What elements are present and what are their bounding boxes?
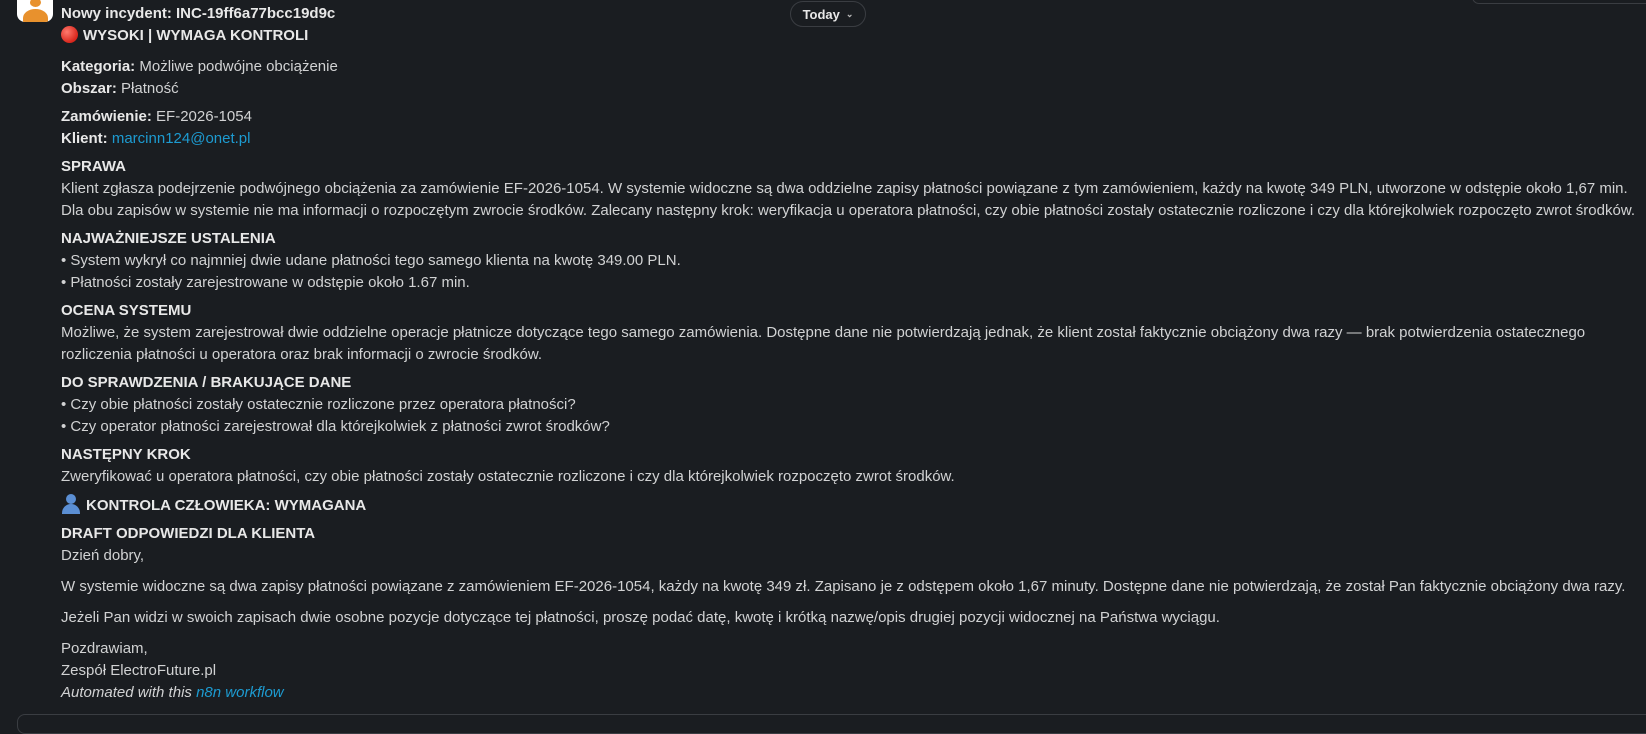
message-title: Nowy incydent: INC-19ff6a77bcc19d9c — [61, 5, 336, 22]
order-line — [61, 106, 1636, 128]
category-value: Możliwe podwójne obciążenie — [139, 58, 338, 75]
sender-avatar[interactable] — [17, 0, 53, 22]
draft-closing: Pozdrawiam, — [61, 640, 148, 657]
order-value: EF-2026-1054 — [156, 108, 252, 125]
draft-paragraph-1: W systemie widoczne są dwa zapisy płatności powiązane z zamówieniem EF-2026-1054, każdy na kwotę 349 zł. Zapisano je z odstępem około 1,67 minuty. Dostępne dane nie potwierdzają, że został Pan faktycznie obciążony dwa razy. — [61, 578, 1626, 595]
to-check-item: • Czy obie płatności zostały ostatecznie rozliczone przez operatora płatności? — [61, 396, 576, 413]
to-check-heading: DO SPRAWDZENIA / BRAKUJĄCE DANE — [61, 374, 352, 391]
area-value: Płatność — [121, 80, 179, 97]
case-heading: SPRAWA — [61, 158, 127, 175]
human-check-line — [61, 494, 1636, 517]
case-text: Klient zgłasza podejrzenie podwójnego obciążenia za zamówienie EF-2026-1054. W systemie widoczne są dwa oddzielne zapisy płatności powiązane z tym zamówieniem, każdy na kwotę 349 PLN, utworzone w odstępie około 1,67 min. Dla obu zapisów w systemie nie ma informacji o rozpoczętym zwrocie środków. Zalecany następny krok: weryfikacja u operatora płatności, czy obie płatności zostały ostatecznie rozliczone i czy dla którejkolwiek rozpoczęto zwrot środków. — [61, 180, 1636, 219]
area-line — [61, 78, 1636, 100]
assessment-heading: OCENA SYSTEMU — [61, 302, 192, 319]
priority-text: WYSOKI | WYMAGA KONTROLI — [83, 27, 309, 44]
avatar-head — [30, 0, 41, 7]
category-label: Kategoria: — [61, 58, 136, 75]
red-circle-icon — [61, 26, 78, 43]
draft-paragraph-2: Jeżeli Pan widzi w swoich zapisach dwie osobne pozycje dotyczące tej płatności, proszę podać datę, kwotę i krótką nazwę/opis drugiej pozycji widocznej na Państwa wyciągu. — [61, 609, 1220, 626]
area-label: Obszar: — [61, 80, 117, 97]
chevron-down-icon: ⌄ — [845, 8, 854, 19]
person-icon — [61, 494, 81, 514]
order-label: Zamówienie: — [61, 108, 152, 125]
client-label: Klient: — [61, 130, 108, 147]
findings-heading: NAJWAŻNIEJSZE USTALENIA — [61, 230, 276, 247]
message-body — [61, 3, 1636, 704]
assessment-text: Możliwe, że system zarejestrował dwie oddzielne operacje płatnicze dotyczące tego samego zamówienia. Dostępne dane nie potwierdzają jednak, że klient został faktycznie obciążony dwa razy — brak potwierdzenia ostatecznego rozliczenia płatności u operatora oraz brak informacji o zwrocie środków. — [61, 324, 1586, 363]
category-line — [61, 56, 1636, 78]
draft-greeting: Dzień dobry, — [61, 547, 145, 564]
avatar-body — [23, 9, 48, 22]
human-check-text: KONTROLA CZŁOWIEKA: WYMAGANA — [86, 497, 367, 514]
client-line — [61, 128, 1636, 150]
n8n-workflow-link[interactable]: n8n workflow — [196, 684, 284, 701]
next-step-heading: NASTĘPNY KROK — [61, 446, 191, 463]
footer-line — [61, 682, 1636, 704]
findings-item: • Płatności zostały zarejestrowane w odstępie około 1.67 min. — [61, 274, 470, 291]
footer-prefix: Automated with this — [61, 684, 197, 701]
client-email-link[interactable]: marcinn124@onet.pl — [111, 130, 251, 147]
findings-item: • System wykrył co najmniej dwie udane płatności tego samego klienta na kwotę 349.00 PLN. — [61, 252, 681, 269]
to-check-item: • Czy operator płatności zarejestrował dla którejkolwiek z płatności zwrot środków? — [61, 418, 610, 435]
draft-signature: Zespół ElectroFuture.pl — [61, 662, 217, 679]
draft-heading: DRAFT ODPOWIEDZI DLA KLIENTA — [61, 525, 316, 542]
priority-line — [61, 25, 1636, 47]
message-composer[interactable] — [17, 714, 1646, 734]
date-divider-label: Today — [802, 6, 840, 22]
next-step-text: Zweryfikować u operatora płatności, czy obie płatności zostały ostatecznie rozliczone i czy dla którejkolwiek rozpoczęto zwrot środków. — [61, 468, 955, 485]
